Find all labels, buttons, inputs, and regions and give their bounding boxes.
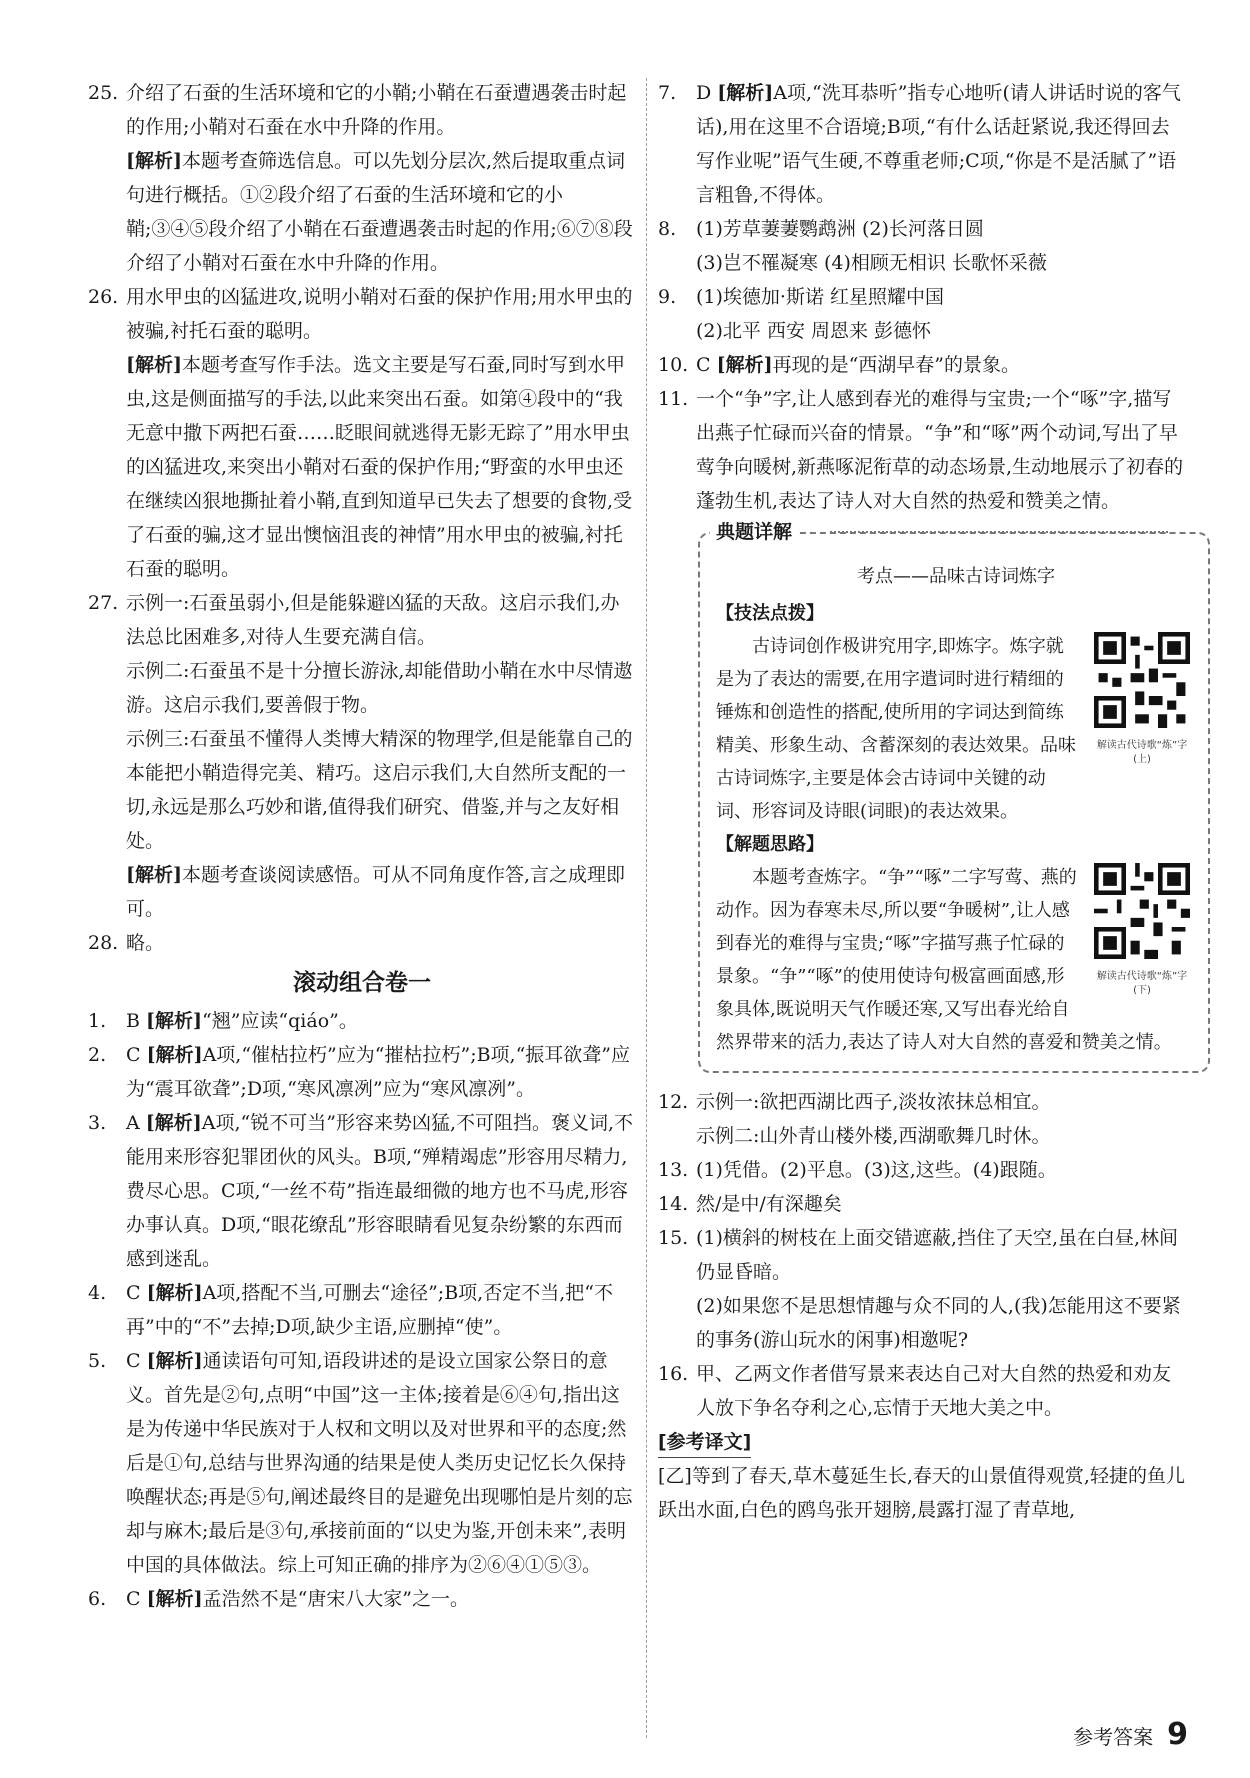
reference-translation-tag: [参考译文] (658, 1427, 751, 1458)
item-number: 6. (88, 1588, 107, 1610)
answer-1 (88, 1004, 636, 1038)
analysis-text: A项,“锐不可当”形容来势凶猛,不可阻挡。褒义词,不能用来形容犯罪团伙的风头。B项,“殚精竭虑”形容用尽精力,费尽心思。C项,“一丝不苟”指连最细微的地方也不马虎,形容办事认真。D项,“眼花缭乱”形容眼睛看见复杂纷繁的东西而感到迷乱。 (126, 1112, 634, 1270)
answer-choice: A (126, 1112, 140, 1134)
example-2: 示例二:石蚕虽不是十分擅长游泳,却能借助小鞘在水中尽情遨游。这启示我们,要善假于物。 (126, 660, 633, 716)
answer-7 (658, 76, 1188, 212)
answer-14 (658, 1187, 1188, 1221)
qr-code-icon (1094, 632, 1190, 728)
example-1: 示例一:石蚕虽弱小,但是能躲避凶猛的天敌。这启示我们,办法总比困难多,对待人生要充满自信。 (126, 592, 620, 648)
item-number: 11. (658, 388, 689, 410)
answer-choice: C (126, 1350, 141, 1372)
answer-line: (1)芳草萋萋鹦鹉洲 (2)长河落日圆 (696, 218, 984, 240)
answer-text: 然/是中/有深趣矣 (696, 1193, 842, 1215)
analysis-tag: [解析] (145, 1112, 202, 1134)
item-number: 3. (88, 1112, 107, 1134)
analysis-text: 通读语句可知,语段讲述的是设立国家公祭日的意义。首先是②句,点明“中国”这一主体;接着是⑥④句,指出这是为传递中华民族对于人权和文明以及对世界和平的态度;然后是①句,总结与世界沟通的结果是使人类历史记忆长久保持唤醒状态;再是⑤句,阐述最终目的是避免出现哪怕是片刻的忘却与麻木;最后是③句,承接前面的“以史为鉴,开创未来”,表明中国的具体做法。综上可知正确的排序为②⑥④①⑤③。 (126, 1350, 633, 1576)
answer-line: (3)岂不罹凝寒 (4)相顾无相识 长歌怀采薇 (696, 252, 1047, 274)
answer-5 (88, 1344, 636, 1582)
item-number: 2. (88, 1044, 107, 1066)
answer-line: (1)埃德加·斯诺 红星照耀中国 (696, 286, 944, 308)
technique-label: 【技法点拨】 (716, 603, 824, 624)
right-column (658, 76, 1188, 1527)
analysis-tag: [解析] (146, 1350, 203, 1372)
answer-9 (658, 280, 1188, 348)
item-number: 25. (88, 82, 119, 104)
answer-15 (658, 1221, 1188, 1357)
page-number: 9 (1167, 1717, 1188, 1752)
answer-2 (88, 1038, 636, 1106)
analysis-text: A项,“催枯拉朽”应为“摧枯拉朽”;B项,“振耳欲聋”应为“震耳欲聋”;D项,“寒风凛冽”应为“寒风凛冽”。 (126, 1044, 631, 1100)
qr-code-2[interactable] (1088, 863, 1196, 998)
qr-code-1[interactable] (1088, 632, 1196, 767)
answer-25 (88, 76, 636, 280)
analysis-tag: [解析] (146, 1588, 203, 1610)
analysis-text: 再现的是“西湖早春”的景象。 (772, 354, 1021, 376)
answer-choice: C (696, 354, 711, 376)
item-number: 27. (88, 592, 119, 614)
analysis-tag: [解析] (126, 150, 182, 172)
answer-text: 略。 (126, 932, 165, 954)
column-divider (646, 78, 647, 1738)
analysis-tag: [解析] (126, 354, 182, 376)
item-number: 14. (658, 1193, 689, 1215)
answer-27 (88, 586, 636, 926)
analysis-text: A项,搭配不当,可删去“途径”;B项,否定不当,把“不再”中的“不”去掉;D项,缺少主语,应删掉“使”。 (126, 1282, 613, 1338)
answer-6 (88, 1582, 636, 1616)
analysis-tag: [解析] (717, 82, 774, 104)
technique-text: 古诗词创作极讲究用字,即炼字。炼字就是为了表达的需要,在用字遣词时进行精细的锤炼和创造性的搭配,使所用的字词达到简练精美、形象生动、含蓄深刻的表达效果。品味古诗词炼字,主要是体会古诗词中关键的动词、形容词及诗眼(词眼)的表达效果。 (716, 636, 1076, 822)
analysis-text: “翘”应读“qiáo”。 (202, 1010, 358, 1032)
analysis-text: 孟浩然不是“唐宋八大家”之一。 (202, 1588, 470, 1610)
answer-text: 介绍了石蚕的生活环境和它的小鞘;小鞘在石蚕遭遇袭击时起的作用;小鞘对石蚕在水中升降的作用。 (126, 82, 627, 138)
box-subtitle: 考点——品味古诗词炼字 (857, 566, 1055, 587)
qr-caption: 解读古代诗歌“炼”字(下) (1096, 971, 1188, 996)
analysis-text: A项,“洗耳恭听”指专心地听(请人讲话时说的客气话),用在这里不合语境;B项,“有什么话赶紧说,我还得回去写作业呢”语气生硬,不尊重老师;C项,“你是不是活腻了”语言粗鲁,不得体。 (696, 82, 1181, 206)
item-number: 10. (658, 354, 689, 376)
answer-28 (88, 926, 636, 960)
analysis-text: 本题考查筛选信息。可以先划分层次,然后提取重点词句进行概括。①②段介绍了石蚕的生活环境和它的小鞘;③④⑤段介绍了小鞘在石蚕遭遇袭击时起的作用;⑥⑦⑧段介绍了小鞘对石蚕在水中升降的作用。 (126, 150, 633, 274)
answer-4 (88, 1276, 636, 1344)
answer-choice: D (696, 82, 712, 104)
answer-26 (88, 280, 636, 586)
item-number: 12. (658, 1091, 689, 1113)
answer-choice: C (126, 1282, 141, 1304)
box-title: 典题详解 (710, 520, 798, 544)
reference-translation-text: [乙]等到了春天,草木蔓延生长,春天的山景值得观赏,轻捷的鱼儿跃出水面,白色的鸥鸟张开翅膀,晨露打湿了青草地, (658, 1465, 1185, 1521)
item-number: 9. (658, 286, 677, 308)
item-number: 8. (658, 218, 677, 240)
item-number: 4. (88, 1282, 107, 1304)
analysis-text: 本题考查谈阅读感悟。可从不同角度作答,言之成理即可。 (126, 864, 626, 920)
answer-line: (2)如果您不是思想情趣与众不同的人,(我)怎能用这不要紧的事务(游山玩水的闲事)相邀呢? (696, 1295, 1181, 1351)
left-column (88, 76, 636, 1616)
answer-text: 一个“争”字,让人感到春光的难得与宝贵;一个“啄”字,描写出燕子忙碌而兴奋的情景。“争”和“啄”两个动词,写出了早莺争向暖树,新燕啄泥衔草的动态场景,生动地展示了初春的蓬勃生机,表达了诗人对大自然的热爱和赞美之情。 (696, 388, 1184, 512)
analysis-tag: [解析] (716, 354, 773, 376)
box-title-rule (830, 531, 1168, 533)
item-number: 1. (88, 1010, 107, 1032)
section-title: 滚动组合卷一 (293, 970, 431, 996)
answer-choice: B (126, 1010, 140, 1032)
analysis-tag: [解析] (146, 1044, 203, 1066)
item-number: 26. (88, 286, 119, 308)
analysis-tag: [解析] (146, 1010, 202, 1032)
analysis-tag: [解析] (146, 1282, 203, 1304)
item-number: 7. (658, 82, 677, 104)
answer-choice: C (126, 1588, 141, 1610)
example-2: 示例二:山外青山楼外楼,西湖歌舞几时休。 (696, 1125, 1051, 1147)
answer-11 (658, 382, 1188, 518)
typical-question-box (698, 521, 1210, 1073)
answer-10 (658, 348, 1188, 382)
answer-13 (658, 1153, 1188, 1187)
answer-line: (2)北平 西安 周恩来 彭德怀 (696, 320, 932, 342)
analysis-tag: [解析] (126, 864, 182, 886)
item-number: 15. (658, 1227, 689, 1249)
answer-choice: C (126, 1044, 141, 1066)
analysis-text: 本题考查写作手法。选文主要是写石蚕,同时写到水甲虫,这是侧面描写的手法,以此来突出石蚕。如第④段中的“我无意中撒下两把石蚕……眨眼间就逃得无影无踪了”用水甲虫的凶猛进攻,来突出小鞘对石蚕的保护作用;“野蛮的水甲虫还在继续凶狠地撕扯着小鞘,直到知道早已失去了想要的食物,受了石蚕的骗,这才显出懊恼沮丧的神情”用水甲虫的被骗,衬托石蚕的聪明。 (126, 354, 633, 580)
example-1: 示例一:欲把西湖比西子,淡妆浓抹总相宜。 (696, 1091, 1051, 1113)
solution-text: 本题考查炼字。“争”“啄”二字写莺、燕的动作。因为春寒未尽,所以要“争暖树”,让人感到春光的难得与宝贵;“啄”字描写燕子忙碌的景象。“争”“啄”的使用使诗句极富画面感,形象具体,既说明天气作暖还寒,又写出春光给自然界带来的活力,表达了诗人对大自然的喜爱和赞美之情。 (716, 867, 1172, 1053)
answer-line: (1)横斜的树枝在上面交错遮蔽,挡住了天空,虽在白昼,林间仍显昏暗。 (696, 1227, 1179, 1283)
item-number: 13. (658, 1159, 689, 1181)
answer-text: 甲、乙两文作者借写景来表达自己对大自然的热爱和劝友人放下争名夺利之心,忘情于天地大美之中。 (696, 1363, 1172, 1419)
page-footer (1073, 1718, 1188, 1754)
answer-8 (658, 212, 1188, 280)
footer-label: 参考答案 (1073, 1725, 1154, 1749)
item-number: 28. (88, 932, 119, 954)
answer-text: (1)凭借。(2)平息。(3)这,这些。(4)跟随。 (696, 1159, 1057, 1181)
item-number: 5. (88, 1350, 107, 1372)
answer-text: 用水甲虫的凶猛进攻,说明小鞘对石蚕的保护作用;用水甲虫的被骗,衬托石蚕的聪明。 (126, 286, 633, 342)
qr-code-icon (1094, 863, 1190, 959)
answer-3 (88, 1106, 636, 1276)
qr-caption: 解读古代诗歌“炼”字(上) (1096, 740, 1188, 765)
item-number: 16. (658, 1363, 689, 1385)
example-3: 示例三:石蚕虽不懂得人类博大精深的物理学,但是能靠自己的本能把小鞘造得完美、精巧。这启示我们,大自然所支配的一切,永远是那么巧妙和谐,值得我们研究、借鉴,并与之友好相处。 (126, 728, 633, 852)
answer-12 (658, 1085, 1188, 1153)
answer-16 (658, 1357, 1188, 1425)
solution-label: 【解题思路】 (716, 834, 824, 855)
